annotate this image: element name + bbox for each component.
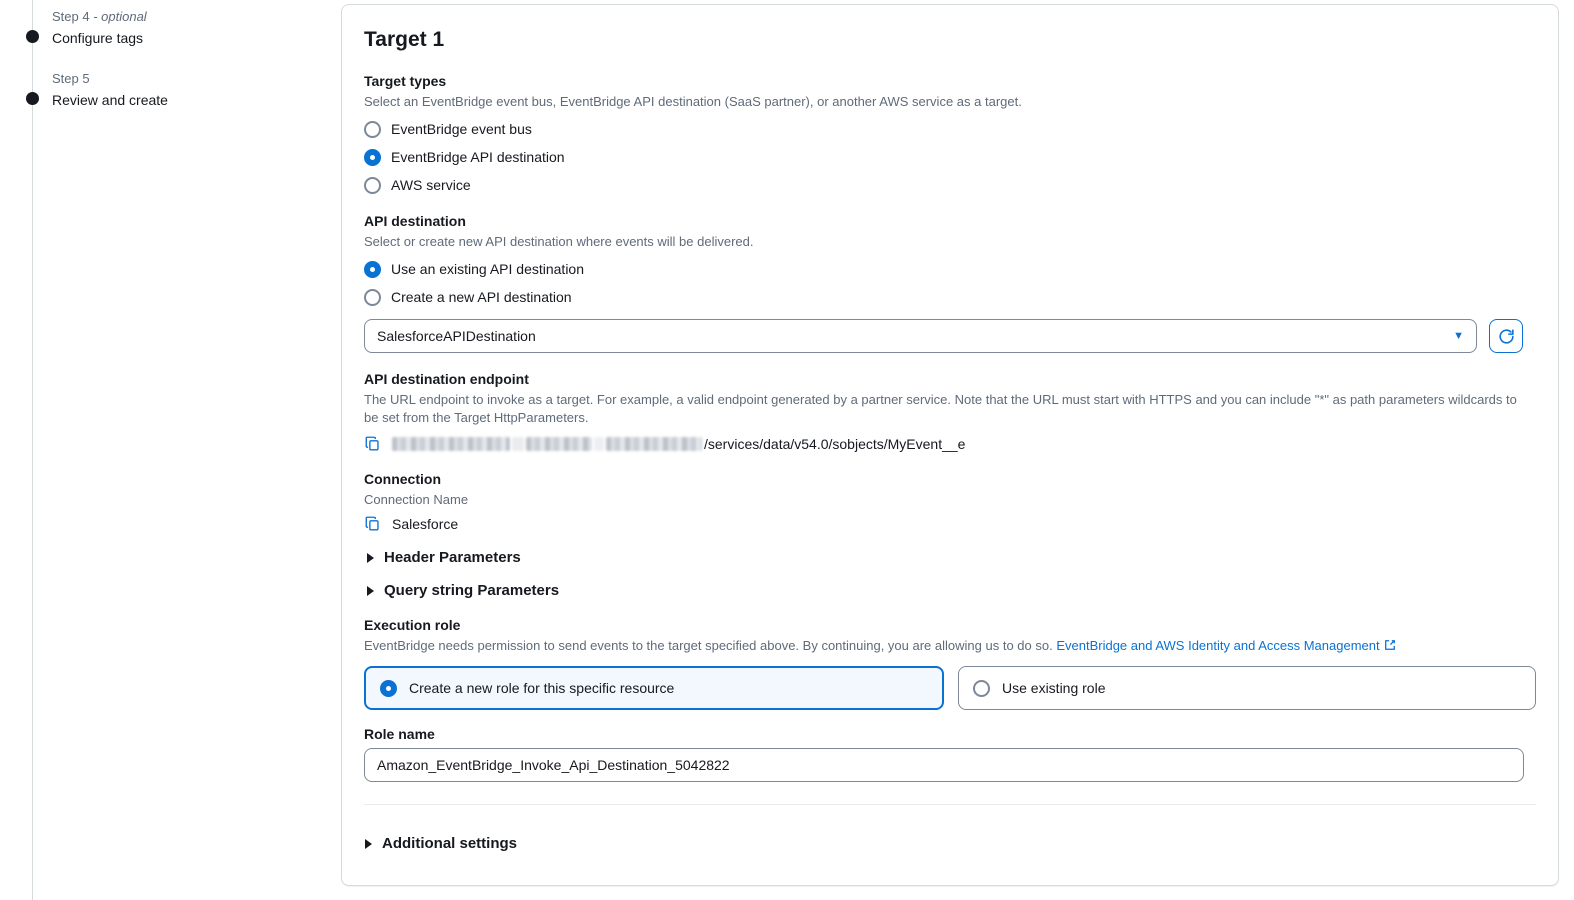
radio-use-existing-api-destination[interactable] bbox=[364, 259, 1536, 279]
endpoint-masked-part bbox=[526, 437, 592, 451]
endpoint-masked-part bbox=[392, 437, 510, 451]
target-panel bbox=[341, 4, 1559, 886]
page-title: Target 1 bbox=[364, 28, 445, 51]
target-types-description: Select an EventBridge event bus, EventBridge API destination (SaaS partner), or another AWS service as a target. bbox=[364, 94, 1022, 109]
endpoint-masked-part bbox=[512, 437, 524, 451]
expander-query-string-parameters[interactable] bbox=[364, 582, 1536, 599]
wizard-step-review-and-create[interactable] bbox=[52, 70, 320, 110]
connection-value: Salesforce bbox=[392, 516, 459, 532]
api-destination-section bbox=[364, 211, 1536, 353]
triangle-right-icon bbox=[367, 586, 374, 596]
execution-role-section bbox=[364, 615, 1536, 710]
step-number-text: Step 5 bbox=[52, 71, 90, 86]
expander-header-parameters[interactable] bbox=[364, 549, 1536, 566]
connection-label: Connection bbox=[364, 471, 441, 487]
expander-label: Additional settings bbox=[382, 835, 517, 852]
radio-icon[interactable] bbox=[364, 121, 381, 138]
radio-icon[interactable] bbox=[364, 177, 381, 194]
chevron-down-icon: ▼ bbox=[1453, 330, 1464, 342]
additional-settings-area bbox=[342, 805, 1558, 852]
execution-role-description-text: EventBridge needs permission to send events to the target specified above. By continuing, you are allowing us to do so. bbox=[364, 638, 1053, 653]
radio-label: EventBridge API destination bbox=[391, 149, 565, 165]
execution-role-description bbox=[364, 637, 1534, 656]
target-types-label: Target types bbox=[364, 73, 447, 89]
api-destination-description: Select or create new API destination where events will be delivered. bbox=[364, 234, 754, 249]
wizard-connector-line bbox=[32, 0, 33, 900]
connection-value-row bbox=[364, 515, 1536, 533]
step-optional-text: - optional bbox=[89, 9, 147, 24]
step-dot-icon bbox=[26, 30, 39, 43]
expander-label: Query string Parameters bbox=[384, 582, 560, 599]
external-link-icon bbox=[1384, 638, 1396, 656]
target-types-section bbox=[364, 71, 1536, 195]
step-number-text: Step 4 bbox=[52, 9, 90, 24]
copy-icon[interactable] bbox=[364, 515, 382, 533]
tile-use-existing-role[interactable] bbox=[958, 666, 1536, 710]
radio-icon-selected[interactable] bbox=[364, 149, 381, 166]
connection-name-sublabel: Connection Name bbox=[364, 492, 469, 507]
api-destination-select-row bbox=[364, 319, 1536, 353]
api-destination-endpoint-section bbox=[364, 369, 1536, 453]
endpoint-masked-part bbox=[606, 437, 702, 451]
radio-label: EventBridge event bus bbox=[391, 121, 532, 137]
copy-icon[interactable] bbox=[364, 435, 382, 453]
endpoint-value-row bbox=[364, 435, 1536, 453]
wizard-step-number bbox=[52, 70, 320, 88]
target-panel-body bbox=[342, 5, 1558, 805]
endpoint-masked-part bbox=[594, 437, 604, 451]
radio-icon[interactable] bbox=[973, 680, 990, 697]
radio-eventbridge-api-destination[interactable] bbox=[364, 147, 1536, 167]
endpoint-value-tail: /services/data/v54.0/sobjects/MyEvent__e bbox=[704, 436, 966, 452]
step-dot-icon bbox=[26, 92, 39, 105]
iam-docs-link[interactable]: EventBridge and AWS Identity and Access Management bbox=[1056, 638, 1380, 653]
radio-create-new-api-destination[interactable] bbox=[364, 287, 1536, 307]
execution-role-tiles bbox=[364, 666, 1536, 710]
refresh-icon bbox=[1497, 327, 1516, 346]
endpoint-label: API destination endpoint bbox=[364, 371, 529, 387]
radio-aws-service[interactable] bbox=[364, 175, 1536, 195]
role-name-section bbox=[364, 726, 1536, 782]
wizard-step-number bbox=[52, 8, 320, 26]
api-destination-select[interactable] bbox=[364, 319, 1477, 353]
tile-label: Create a new role for this specific resource bbox=[409, 680, 675, 696]
endpoint-description: The URL endpoint to invoke as a target. For example, a valid endpoint generated by a partner service. Note that the URL must start with HTTPS and you can include "*" as path parameters wildcards to be set from the Target HttpParameters. bbox=[364, 392, 1517, 425]
tile-label: Use existing role bbox=[1002, 680, 1106, 696]
sidebar-item-review-and-create[interactable]: Review and create bbox=[52, 92, 168, 108]
expander-additional-settings[interactable] bbox=[362, 835, 1536, 852]
radio-icon-selected[interactable] bbox=[364, 261, 381, 278]
refresh-button[interactable] bbox=[1489, 319, 1523, 353]
role-name-label: Role name bbox=[364, 726, 435, 742]
radio-label: AWS service bbox=[391, 177, 471, 193]
wizard-step-configure-tags[interactable] bbox=[52, 8, 320, 48]
role-name-input[interactable] bbox=[364, 748, 1524, 782]
expander-label: Header Parameters bbox=[384, 549, 521, 566]
radio-icon-selected[interactable] bbox=[380, 680, 397, 697]
triangle-right-icon bbox=[365, 839, 372, 849]
radio-label: Create a new API destination bbox=[391, 289, 572, 305]
triangle-right-icon bbox=[367, 553, 374, 563]
connection-section bbox=[364, 469, 1536, 533]
execution-role-label: Execution role bbox=[364, 617, 461, 633]
api-destination-label: API destination bbox=[364, 213, 466, 229]
api-destination-selected-value: SalesforceAPIDestination bbox=[377, 328, 536, 344]
sidebar-item-configure-tags[interactable]: Configure tags bbox=[52, 30, 144, 46]
radio-icon[interactable] bbox=[364, 289, 381, 306]
tile-create-new-role[interactable] bbox=[364, 666, 944, 710]
radio-label: Use an existing API destination bbox=[391, 261, 585, 277]
radio-eventbridge-event-bus[interactable] bbox=[364, 119, 1536, 139]
wizard-steps bbox=[0, 0, 320, 900]
